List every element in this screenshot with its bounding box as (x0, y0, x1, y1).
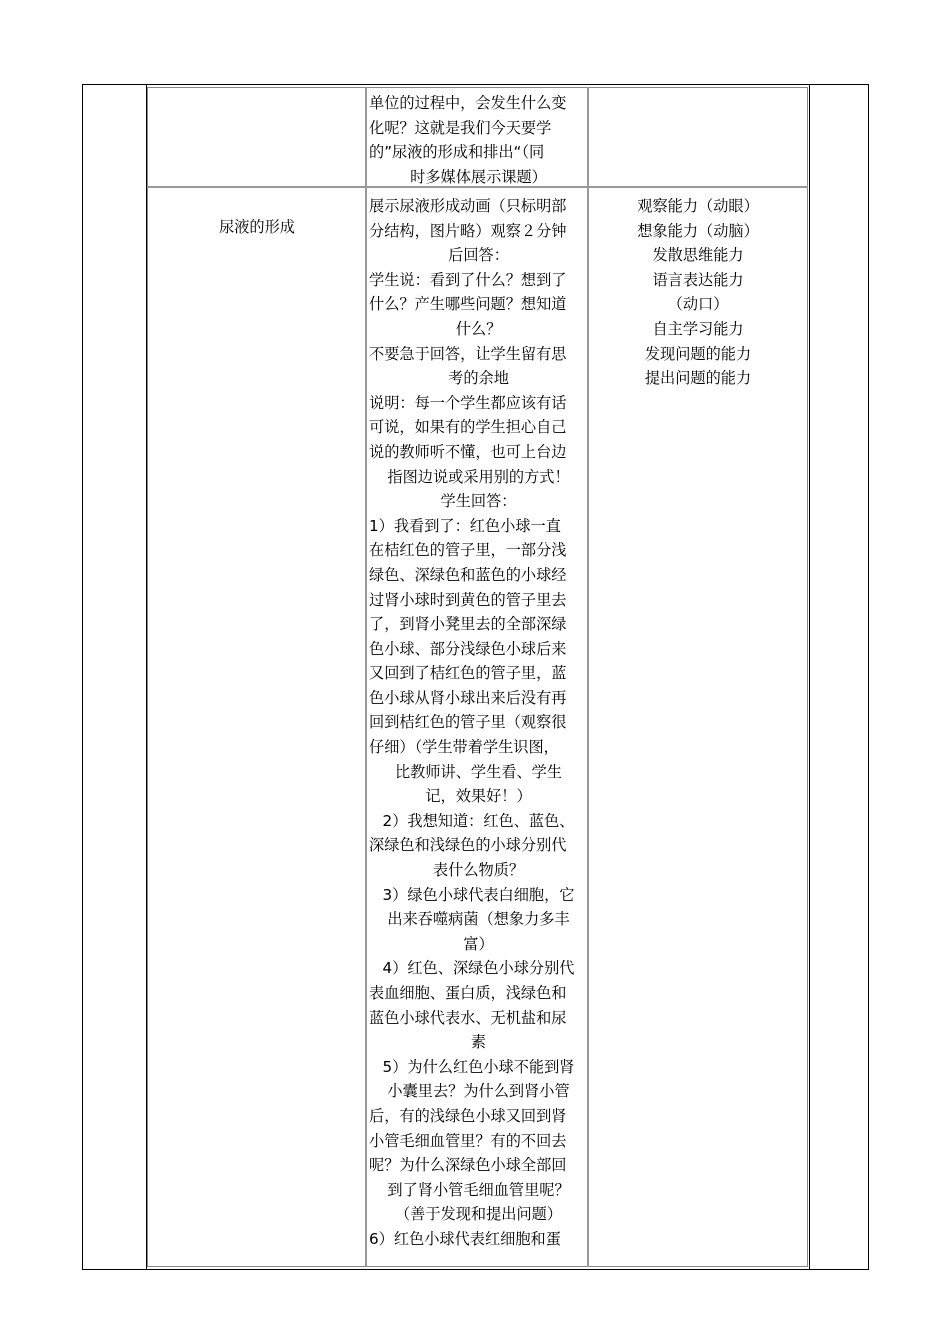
text-line: 2）我想知道：红色、蓝色、 (382, 811, 575, 830)
text-line: （善于发现和提出问题） (394, 1205, 563, 1224)
ability-item: 提出问题的能力 (644, 369, 752, 388)
text-line: 的”尿液的形成和排出“（同 (369, 143, 545, 162)
text-line: 单位的过程中，会发生什么变 (369, 94, 567, 112)
text-line: 呢？为什么深绿色小球全部回 (369, 1156, 567, 1175)
text-line: 指图边说或采用别的方式！ (387, 467, 570, 486)
ability-item: 观察能力（动眼） (637, 197, 759, 215)
text-line: 色小球、部分浅绿色小球后来 (369, 639, 567, 658)
text-line: 蓝色小球代表水、无机盐和尿 (369, 1008, 567, 1027)
text-line: 学生回答： (440, 492, 517, 511)
text-line: 什么？产生哪些问题？想知道 (369, 295, 567, 314)
text-line: 可说，如果有的学生担心自己 (369, 418, 567, 437)
text-line: 不要急于回答，让学生留有思 (369, 344, 567, 363)
text-line: 记，效果好！） (425, 787, 532, 806)
text-line: 6）红色小球代表红细胞和蛋 (369, 1229, 561, 1248)
text-line: 色小球从肾小球出来后没有再 (369, 688, 567, 707)
row1-process-cell (369, 91, 588, 189)
ability-item: 想象能力（动脑） (637, 221, 759, 240)
ability-item: 发现问题的能力 (644, 344, 752, 363)
text-line: 了，到肾小凳里去的全部深绿 (369, 615, 567, 634)
text-line: 仔细）（学生带着学生识图， (369, 738, 559, 757)
text-line: 回到桔红色的管子里（观察很 (369, 713, 567, 732)
text-line: 到了肾小管毛细血管里呢？ (387, 1180, 570, 1199)
text-line: 过肾小球时到黄色的管子里去 (369, 590, 567, 609)
text-line: 深绿色和浅绿色的小球分别代 (369, 836, 567, 855)
text-line: 说的教师听不懂，也可上台边 (369, 442, 567, 461)
text-line: 分结构，图片略）观察２分钟 (369, 221, 567, 240)
text-line: 后，有的浅绿色小球又回到肾 (369, 1106, 567, 1125)
ability-item: 发散思维能力 (652, 246, 744, 265)
text-line: 表什么物质？ (432, 861, 525, 880)
ability-item: （动口） (667, 295, 729, 314)
text-line: 绿色、深绿色和蓝色的小球经 (369, 565, 567, 584)
text-line: 后回答： (448, 246, 509, 265)
text-line: 说明：每一个学生都应该有话 (369, 393, 567, 412)
text-line: 素 (470, 1033, 487, 1052)
ability-item: 自主学习能力 (652, 319, 744, 338)
outer-column-divider (809, 85, 810, 1269)
text-line: 小囊里去？为什么到肾小管 (387, 1082, 570, 1101)
text-line: 时多媒体展示课题） (410, 167, 547, 186)
text-line: 考的余地 (448, 369, 509, 388)
text-line: 富） (463, 934, 494, 953)
abilities-cell (592, 194, 804, 391)
text-line: 表血细胞、蛋白质，浅绿色和 (369, 984, 567, 1002)
text-line: 小管毛细血管里？有的不回去 (369, 1131, 567, 1150)
text-line: 化呢？这就是我们今天要学 (369, 118, 552, 137)
text-line: 5）为什么红色小球不能到肾 (382, 1057, 575, 1076)
text-line: 比教师讲、学生看、学生 (394, 762, 563, 781)
row2-process-cell (369, 194, 588, 1252)
section-title: 尿液的形成 (219, 218, 295, 236)
text-line: 什么？ (455, 319, 502, 338)
ability-item: 语言表达能力 (652, 270, 744, 289)
text-line: 出来吞噬病菌（想象力多丰 (387, 910, 570, 929)
text-line: 3）绿色小球代表白细胞，它 (382, 885, 575, 904)
text-line: 在桔红色的管子里，一部分浅 (369, 541, 567, 560)
text-line: 1）我看到了：红色小球一直 (369, 516, 561, 535)
text-line: 4）红色、深绿色小球分别代 (382, 959, 575, 978)
text-line: 学生说：看到了什么？想到了 (369, 270, 567, 289)
text-line: 又回到了桔红色的管子里，蓝 (369, 664, 567, 683)
column-divider (365, 87, 367, 1267)
text-line: 展示尿液形成动画（只标明部 (369, 197, 567, 215)
